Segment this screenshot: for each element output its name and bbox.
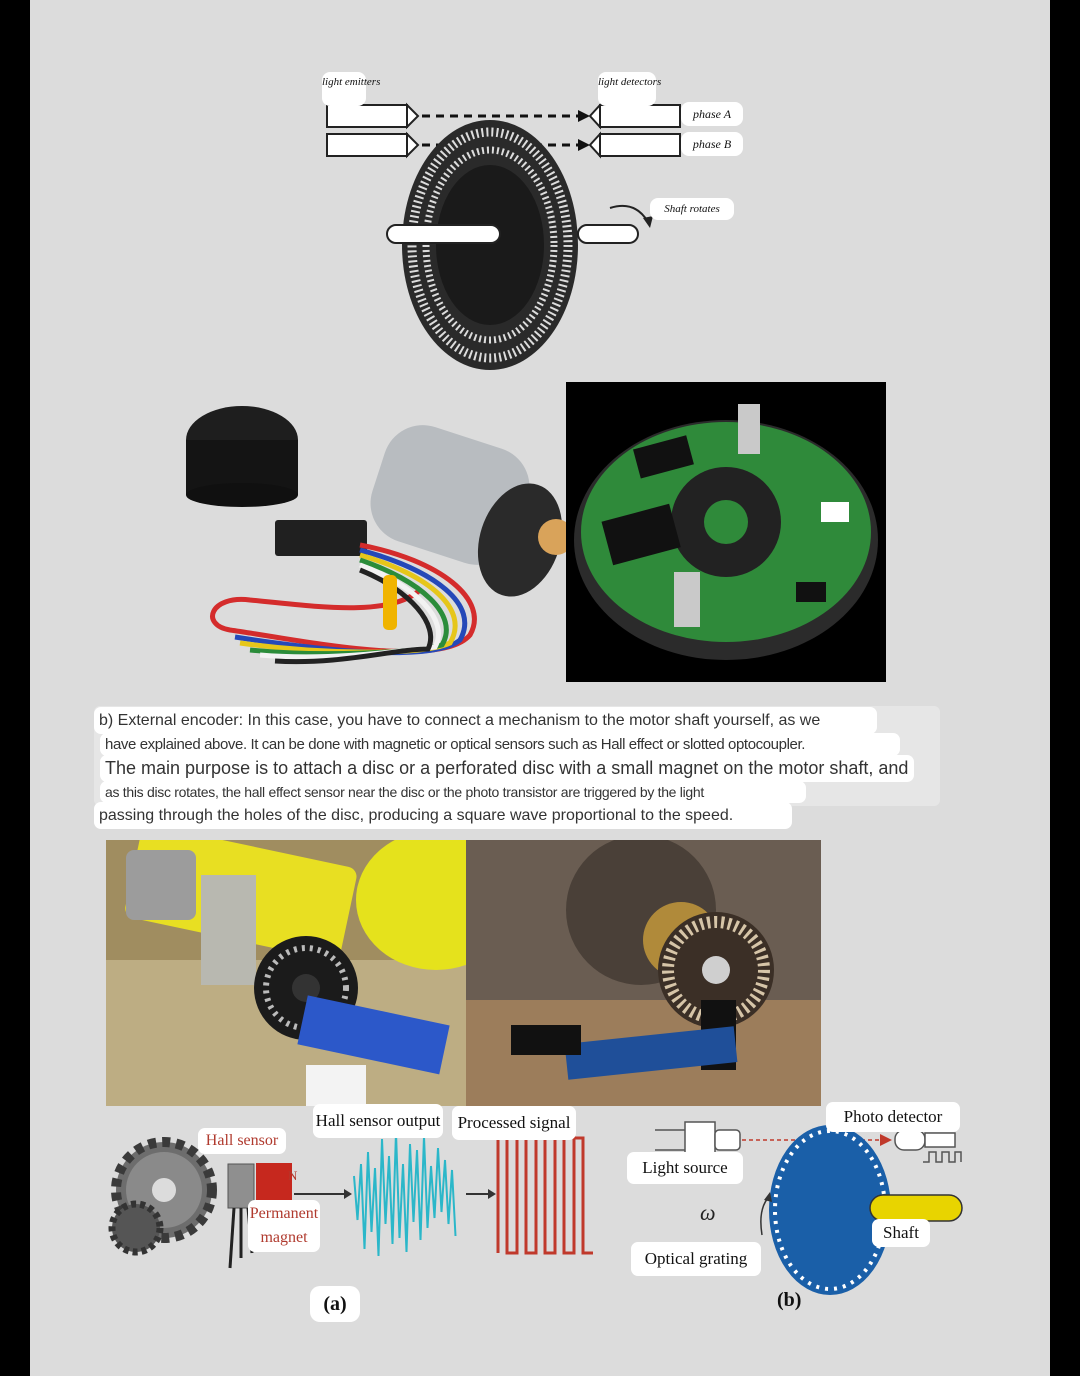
processed-signal-label: Processed signal <box>452 1106 576 1140</box>
detector-top-tip <box>590 105 600 127</box>
beam-arrow-top <box>578 110 590 122</box>
document-page <box>30 0 1050 1376</box>
light-detectors-label: light detectors <box>598 72 656 106</box>
wire-connector <box>275 520 367 556</box>
pcb-code-wheel-hole <box>704 500 748 544</box>
large-gear-hole <box>152 1178 176 1202</box>
detector-bottom-tip <box>590 134 600 156</box>
encoder-pcb-photo <box>566 382 886 682</box>
magnet-label-line-1: Permanent <box>249 1205 319 1222</box>
phase-a-label: phase A <box>681 102 743 126</box>
detector-bottom-shape <box>600 134 680 156</box>
caption-a: (a) <box>310 1286 360 1322</box>
hall-sensor-pin-1 <box>230 1208 234 1268</box>
hall-output-label: Hall sensor output <box>313 1104 443 1138</box>
emitter-top-shape <box>327 105 407 127</box>
magnet-pole-label: N <box>288 1168 298 1183</box>
phase-b-label: phase B <box>681 132 743 156</box>
encoder-cap-base <box>186 483 298 507</box>
pcb-logo-plate <box>821 502 849 522</box>
emitter-bottom-shape <box>327 134 407 156</box>
paragraph-line-1: b) External encoder: In this case, you have to connect a mechanism to the motor shaft yourself, as we <box>94 707 877 734</box>
paragraph-line-2: have explained above. It can be done with magnetic or optical sensors such as Hall effect or slotted optocoupler. <box>100 733 900 756</box>
beam-arrow-bottom <box>578 139 590 151</box>
pcb-ic <box>796 582 826 602</box>
emitter-top-tip <box>407 105 418 127</box>
hall-output-waveform <box>354 1132 456 1256</box>
omega-label: ω <box>700 1200 716 1225</box>
optical-beam-head <box>880 1134 892 1146</box>
white-mount <box>306 1065 366 1106</box>
arrow-to-processed-head <box>488 1189 496 1199</box>
photo-detector-head <box>895 1130 925 1150</box>
emitter-bottom-tip <box>407 134 418 156</box>
optical-grating-label: Optical grating <box>631 1242 761 1276</box>
shaft-rotates-label: Shaft rotates <box>650 198 734 220</box>
light-source-label: Light source <box>627 1152 743 1184</box>
yellow-motor-encoder-photo <box>106 840 466 1106</box>
caption-b: (b) <box>777 1289 802 1311</box>
paragraph-line-3: The main purpose is to attach a disc or a perforated disc with a small magnet on the motor shaft, and <box>100 755 914 782</box>
pcb-standoff-top <box>738 404 760 454</box>
motor-can-metal <box>126 850 196 920</box>
optical-encoder-diagram <box>30 60 1050 380</box>
pcb-standoff-bottom <box>674 572 700 627</box>
disc-hub <box>702 956 730 984</box>
shaft-label: Shaft <box>872 1219 930 1247</box>
processed-square-wave <box>498 1138 593 1253</box>
light-emitters-label: light emitters <box>322 72 366 106</box>
rotation-arrow <box>761 1198 768 1235</box>
detector-top-shape <box>600 105 680 127</box>
slotted-disc-sensor-photo <box>466 840 821 1106</box>
light-source-lens <box>715 1130 740 1150</box>
shaft-right <box>578 225 638 243</box>
hall-sensor-label: Hall sensor <box>198 1128 286 1154</box>
arrow-to-output-head <box>344 1189 352 1199</box>
cable-tie <box>383 575 397 630</box>
detector-pulse-icon <box>923 1152 961 1162</box>
paragraph-line-5: passing through the holes of the disc, producing a square wave proportional to the speed. <box>94 802 792 829</box>
disc-hub <box>436 165 544 325</box>
permanent-magnet-block <box>256 1163 292 1201</box>
permanent-magnet-label <box>248 1200 320 1252</box>
photo-detector-label: Photo detector <box>826 1102 960 1132</box>
paragraph-line-4: as this disc rotates, the hall effect sensor near the disc or the photo transistor are triggered by the light <box>100 781 806 803</box>
shaft-rod <box>870 1195 962 1221</box>
rotation-arrow <box>610 206 648 222</box>
shaft-left <box>387 225 500 243</box>
dupont-connector <box>511 1025 581 1055</box>
small-gear <box>112 1204 160 1252</box>
magnet-label-line-2: magnet <box>260 1229 308 1246</box>
wire-red <box>213 545 475 652</box>
photo-detector-body <box>925 1133 955 1147</box>
motor-encoder-photo <box>180 385 570 675</box>
aluminium-bracket <box>201 875 256 985</box>
